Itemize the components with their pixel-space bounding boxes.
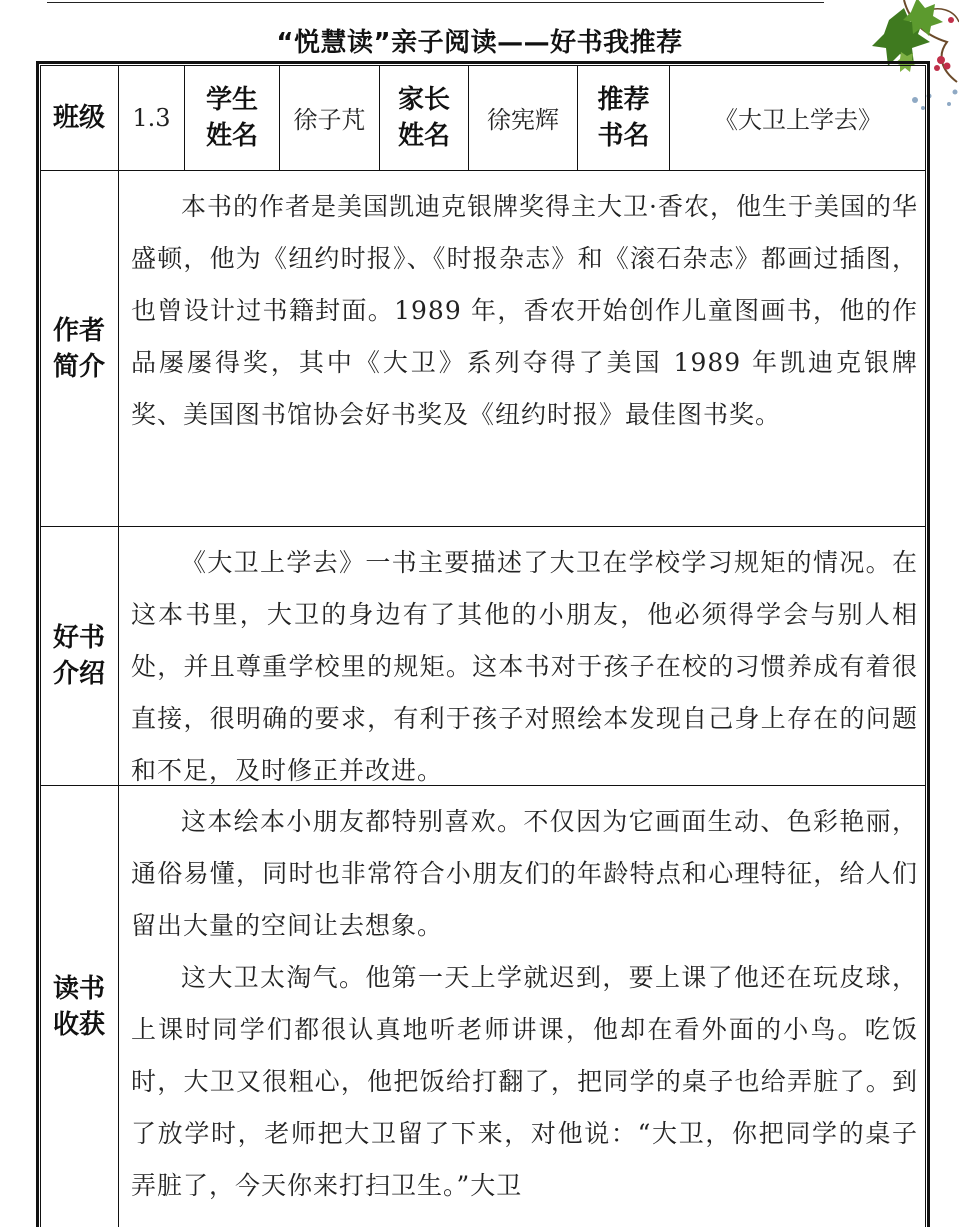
book-title: 《大卫上学去》 bbox=[714, 106, 882, 134]
page-title: “悦慧读”亲子阅读——好书我推荐 bbox=[276, 28, 683, 58]
gain-section bbox=[40, 786, 926, 1227]
top-rule bbox=[47, 2, 824, 3]
parent-label-cell bbox=[380, 65, 469, 170]
intro-paragraph: 《大卫上学去》一书主要描述了大卫在学校学习规矩的情况。在这本书里，大卫的身边有了其他的小朋友，他必须得学会与别人相处，并且尊重学校里的规矩。这本书对于孩子在校的习惯养成有着很直接，很明确的要求，有利于孩子对照绘本发现自己身上存在的问题和不足，及时修正并改进。 bbox=[131, 548, 918, 785]
student-label: 学生姓名 bbox=[205, 84, 258, 151]
student-value-cell bbox=[280, 65, 380, 170]
class-value: 1.3 bbox=[132, 103, 171, 132]
intro-section bbox=[40, 527, 926, 786]
intro-text bbox=[119, 527, 926, 785]
author-text bbox=[119, 171, 926, 526]
book-label: 推荐书名 bbox=[597, 84, 650, 151]
gain-label: 读书收获 bbox=[52, 973, 105, 1040]
class-value-cell bbox=[119, 65, 185, 170]
author-paragraph: 本书的作者是美国凯迪克银牌奖得主大卫·香农，他生于美国的华盛顿，他为《纽约时报》、《时报杂志》和《滚石杂志》都画过插图，也曾设计过书籍封面。1989 年，香农开始创作儿童图画书，他的作品屡屡得奖，其中《大卫》系列夺得了美国 1989 年凯迪克银牌奖、美国图书馆协会好书奖及《纽约时报》最佳图书奖。 bbox=[131, 192, 918, 429]
class-label: 班级 bbox=[52, 102, 105, 133]
parent-name: 徐宪辉 bbox=[487, 106, 559, 134]
parent-label: 家长姓名 bbox=[397, 84, 450, 151]
book-value-cell bbox=[670, 65, 926, 170]
author-label: 作者简介 bbox=[52, 315, 105, 382]
parent-value-cell bbox=[469, 65, 578, 170]
book-label-cell bbox=[578, 65, 670, 170]
gain-label-cell bbox=[40, 786, 119, 1227]
author-label-cell bbox=[40, 171, 119, 526]
header-row bbox=[40, 65, 926, 171]
gain-text bbox=[119, 786, 926, 1227]
student-label-cell bbox=[185, 65, 280, 170]
student-name: 徐子芃 bbox=[293, 106, 366, 134]
class-label-cell bbox=[40, 65, 119, 170]
intro-label-cell bbox=[40, 527, 119, 785]
author-section bbox=[40, 171, 926, 527]
intro-label: 好书介绍 bbox=[52, 623, 105, 689]
gain-paragraph: 这大卫太淘气。他第一天上学就迟到，要上课了他还在玩皮球，上课时同学们都很认真地听老师讲课，他却在看外面的小鸟。吃饭时，大卫又很粗心，他把饭给打翻了，把同学的桌子也给弄脏了。到了放学时，老师把大卫留了下来，对他说：“大卫，你把同学的桌子弄脏了，今天你来打扫卫生。”大卫 bbox=[131, 963, 918, 1200]
gain-paragraph: 这本绘本小朋友都特别喜欢。不仅因为它画面生动、色彩艳丽，通俗易懂，同时也非常符合小朋友们的年龄特点和心理特征，给人们留出大量的空间让去想象。 bbox=[131, 807, 918, 940]
